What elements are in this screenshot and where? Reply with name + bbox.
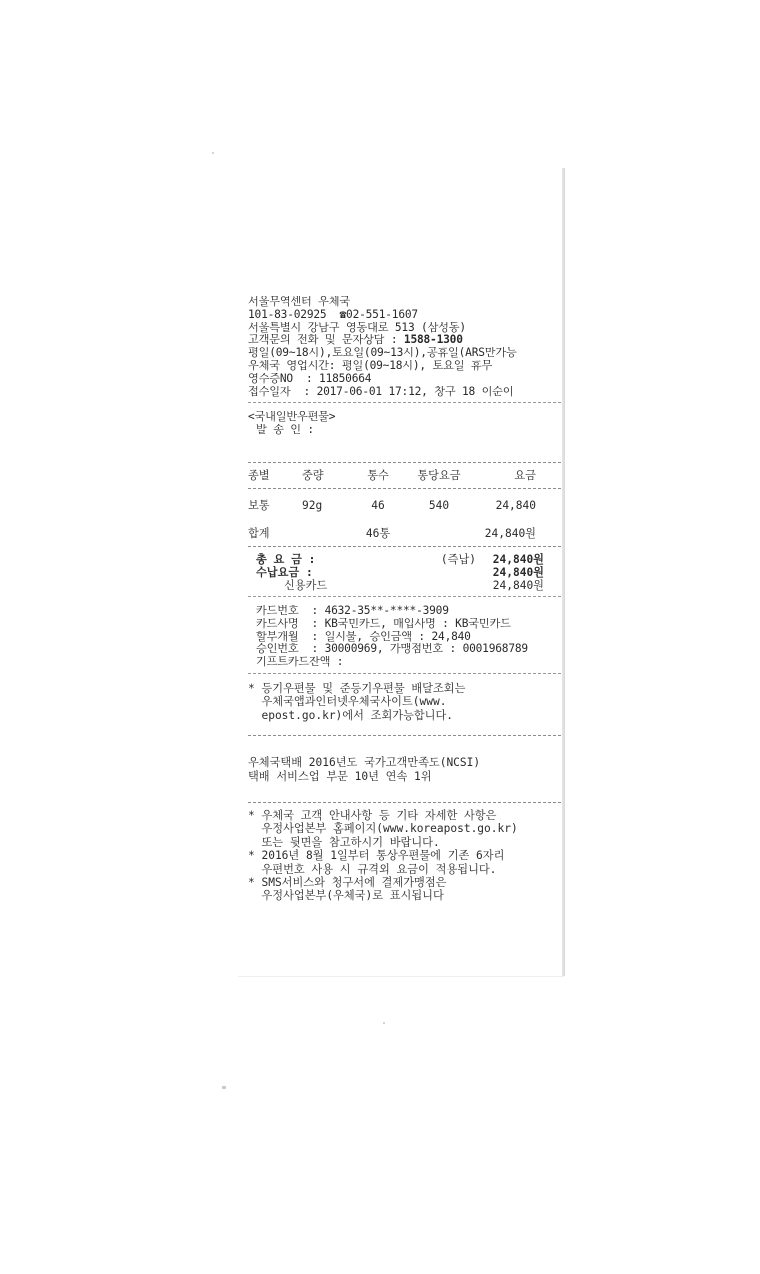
total-fee-row	[248, 553, 564, 566]
divider	[248, 596, 564, 605]
customer-contact-number: 1588-1300	[403, 334, 463, 347]
table-row	[248, 499, 564, 513]
received-fee-value: 24,840원	[492, 565, 544, 579]
sender-label: 발 송 인 :	[256, 424, 314, 437]
divider	[248, 733, 564, 739]
table-total-row	[248, 527, 564, 541]
business-number-phone: 101-83-02925 ☎02-551-1607	[248, 308, 418, 321]
received-fee-row	[248, 566, 564, 579]
info-note-2: 우정사업본부 홈페이지(www.koreapost.go.kr)	[248, 822, 518, 836]
registered-mail-note-3: epost.go.kr)에서 조회가능합니다.	[248, 708, 454, 722]
card-installment: 할부개월 : 일시불, 승인금액 : 24,840	[256, 630, 471, 643]
cell-type: 보통	[248, 498, 270, 512]
customer-contact	[248, 334, 564, 347]
info-note-3: 또는 뒷면을 참고하시기 바랍니다.	[248, 835, 440, 849]
card-payment-label: 신용카드	[284, 578, 328, 592]
cell-weight: 92g	[302, 498, 323, 512]
receipt-paper	[238, 168, 564, 976]
info-note-1: * 우체국 고객 안내사항 등 기타 자세한 사항은	[248, 808, 497, 822]
header-type: 종별	[248, 468, 270, 482]
header-weight: 중량	[302, 468, 324, 482]
info-note-6: * SMS서비스와 청구서에 결제가맹점은	[248, 876, 447, 890]
cell-fee: 24,840	[495, 498, 536, 512]
received-fee-label: 수납요금 :	[256, 565, 313, 579]
receipt-content	[248, 296, 564, 903]
paper-speck	[383, 1022, 385, 1024]
ncsi-note-2: 택배 서비스업 부문 10년 연속 1위	[248, 769, 432, 783]
customer-contact-label: 고객문의 전화 및 문자상담 :	[248, 334, 404, 347]
card-payment-value: 24,840원	[492, 578, 544, 592]
total-fee-label: 총 요 금 :	[256, 552, 316, 566]
card-approval: 승인번호 : 30000969, 가맹점번호 : 0001968789	[256, 643, 528, 656]
total-fee-payment-type: (즉납)	[440, 552, 476, 566]
header-count: 통수	[367, 468, 389, 482]
ncsi-note-1: 우체국택배 2016년도 국가고객만족도(NCSI)	[248, 756, 481, 770]
divider	[248, 800, 564, 806]
cell-unit-fee: 540	[428, 498, 450, 512]
total-fee-value: 24,840원	[492, 552, 544, 566]
info-note-4: * 2016년 8월 1일부터 통상우편물에 기존 6자리	[248, 849, 505, 863]
receipt-number: 영수증NO : 11850664	[248, 372, 372, 385]
card-company: 카드사명 : KB국민카드, 매입사명 : KB국민카드	[256, 617, 511, 630]
card-number: 카드번호 : 4632-35**-****-3909	[256, 604, 449, 617]
office-name: 서울무역센터 우체국	[248, 296, 351, 308]
divider	[248, 460, 564, 466]
registered-mail-note-1: * 등기우편물 및 준등기우편물 배달조회는	[248, 681, 466, 695]
info-note-7: 우정사업본부(우체국)로 표시됩니다	[248, 889, 444, 903]
divider	[248, 402, 564, 411]
gift-card-balance: 기프트카드잔액 :	[256, 656, 344, 669]
divider	[248, 544, 564, 550]
divider	[248, 486, 564, 492]
total-amount: 24,840원	[484, 526, 536, 540]
table-header	[248, 469, 564, 483]
paper-speck	[212, 152, 214, 154]
business-hours-1: 평일(09~18시),토요일(09~13시),공휴일(ARS만가능	[248, 347, 517, 360]
header-unit-fee: 통당요금	[417, 468, 461, 482]
divider	[248, 673, 564, 682]
info-note-5: 우편번호 사용 시 규격외 요금이 적용됩니다.	[248, 862, 497, 876]
card-payment-row	[248, 579, 564, 592]
total-count: 46통	[365, 526, 391, 540]
received-date: 접수일자 : 2017-06-01 17:12, 창구 18 이순이	[248, 385, 514, 398]
registered-mail-note-2: 우체국앱과인터넷우체국사이트(www.	[248, 695, 447, 709]
business-hours-2: 우체국 영업시간: 평일(09~18시), 토요일 휴무	[248, 359, 493, 372]
paper-speck	[222, 1086, 226, 1089]
office-address: 서울특별시 강남구 영동대로 513 (삼성동)	[248, 321, 466, 334]
cell-count: 46	[371, 498, 385, 512]
section-title: <국내일반우편물>	[248, 411, 336, 424]
total-label: 합계	[248, 526, 270, 540]
header-fee: 요금	[514, 468, 536, 482]
